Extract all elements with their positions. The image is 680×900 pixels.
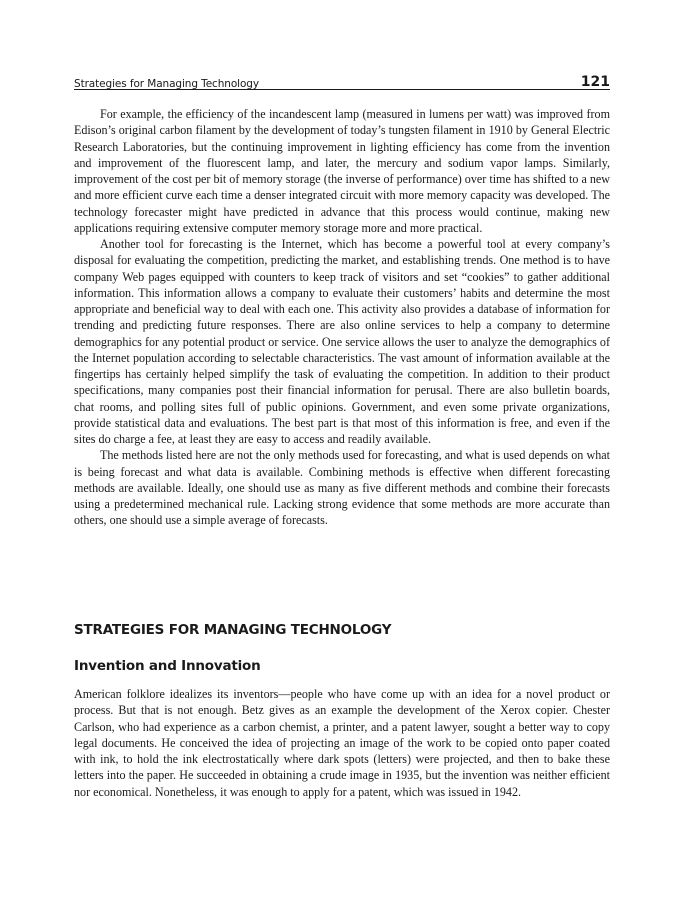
paragraph-lamp-efficiency: For example, the efficiency of the incandescent lamp (measured in lumens per watt) was improved from Edison’s original carbon filament by the development of today’s tungsten filament in 1910 by General Electric Research Laboratories, but the continuing improvement in lighting efficiency has come from the invention and improvement of the fluorescent lamp, and later, the mercury and sodium vapor lamps. Similarly, improvement of the cost per bit of memory storage (the inverse of performance) over time has shifted to a new and more efficient curve each time a denser integrated circuit with more memory capacity was developed. The technology forecaster might have predicted in advance that this process would continue, making new applications requiring extensive computer memory storage more and more practical. <box>74 107 610 235</box>
paragraph-xerox-copier: American folklore idealizes its inventors—people who have come up with an idea for a novel product or process. But that is not enough. Betz gives as an example the development of the Xerox copier. Chester Carlson, who had experience as a carbon chemist, a printer, and a patent lawyer, sought a better way to copy legal documents. He conceived the idea of projecting an image of the work to be copied onto paper coated with ink, to hold the ink electrostatically where dark spots (letters) were projected, and then to bake these letters into the paper. He succeeded in obtaining a crude image in 1935, but the invention was neither efficient nor economical. Nonetheless, it was enough to apply for a patent, which was issued in 1942. <box>74 687 610 799</box>
subsection-heading: Invention and Innovation <box>74 658 261 674</box>
running-header <box>74 70 610 90</box>
paragraph-internet-forecasting: Another tool for forecasting is the Internet, which has become a powerful tool at every company’s disposal for evaluating the competition, predicting the market, and establishing trends. One method is to have company Web pages equipped with counters to keep track of visitors and set “cookies” to gather additional information. This information allows a company to evaluate their customers’ habits and determine the most appropriate and beneficial way to deal with each one. This activity also provides a database of information for trending and predicting future responses. There are also online services to help a company to determine demographics for any potential product or service. One service allows the user to analyze the demographics of the Internet population according to selectable characteristics. The vast amount of information available at the fingertips has certainly helped simplify the task of evaluating the competition. In addition to their product specifications, many companies post their financial information for perusal. There are also bulletin boards, chat rooms, and polling sites full of public opinions. Government, and even some private organizations, provide statistical data and evaluations. The best part is that most of this information is free, and even if the sites do charge a fee, at least they are easy to access and readily available. <box>74 237 610 446</box>
running-title: Strategies for Managing Technology <box>74 78 259 90</box>
invention-text-block <box>74 686 610 800</box>
paragraph-combining-methods: The methods listed here are not the only methods used for forecasting, and what is used depends on what is being forecast and what data is available. Combining methods is effective when different forecasting methods are available. Ideally, one should use as many as five different methods and combine their forecasts using a predetermined mechanical rule. Lacking strong evidence that some methods are more accurate than others, one should use a simple average of forecasts. <box>74 448 610 528</box>
page-number: 121 <box>580 74 610 90</box>
forecasting-text-block <box>74 106 610 529</box>
header-rule <box>74 89 610 90</box>
section-heading: STRATEGIES FOR MANAGING TECHNOLOGY <box>74 622 392 638</box>
